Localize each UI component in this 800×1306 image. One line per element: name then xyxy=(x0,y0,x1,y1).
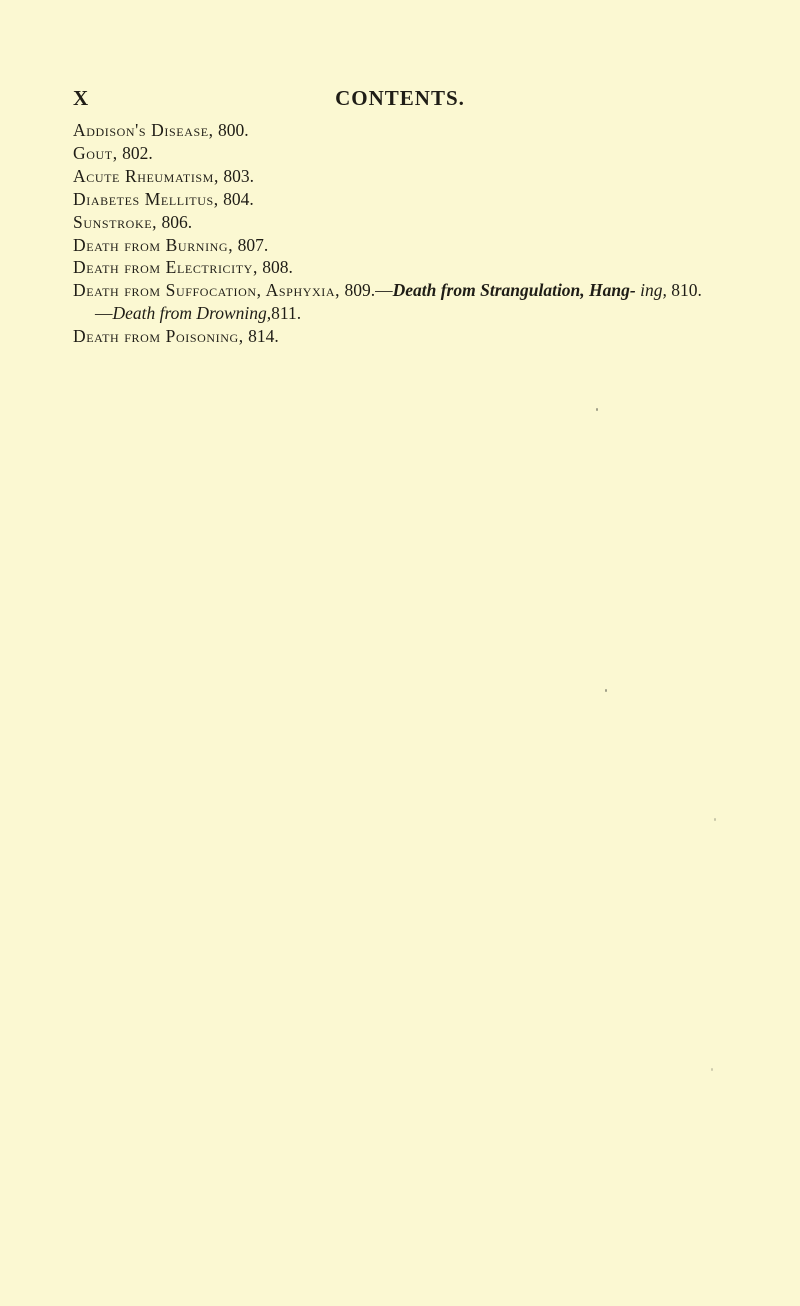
subentry-dash: — xyxy=(95,303,113,324)
entry-title: Diabetes Mellitus, xyxy=(73,188,219,209)
contents-list xyxy=(73,119,713,348)
entry-title: Sunstroke, xyxy=(73,211,158,232)
contents-entry xyxy=(73,279,713,325)
contents-entry xyxy=(73,188,713,211)
entry-page: 807. xyxy=(237,234,269,255)
entry-page: 808. xyxy=(262,257,293,278)
entry-page: 802. xyxy=(122,142,153,163)
running-head: CONTENTS. xyxy=(335,86,465,110)
contents-entry xyxy=(73,256,713,279)
paper-speck xyxy=(605,689,607,692)
contents-entry xyxy=(73,234,713,257)
entry-page: 806. xyxy=(161,211,193,232)
subentry-dash: — xyxy=(375,280,393,301)
contents-entry xyxy=(73,119,713,142)
contents-entry xyxy=(73,211,713,234)
subentry-page: 811. xyxy=(271,303,302,324)
entry-title: Death from Burning, xyxy=(73,234,234,255)
entry-title: Gout, xyxy=(73,142,118,163)
contents-entry xyxy=(73,142,713,165)
entry-page: 800. xyxy=(218,120,249,140)
paper-speck xyxy=(711,1068,713,1071)
paper-speck xyxy=(596,408,598,411)
subentry-title: Death from Strangulation, Hang- xyxy=(392,280,636,301)
contents-entry xyxy=(73,325,713,348)
entry-page: 814. xyxy=(248,326,279,347)
page-number: X xyxy=(73,86,89,110)
subentry-page: 810. xyxy=(671,280,702,301)
entry-title: Acute Rheumatism, xyxy=(73,165,219,186)
entry-page: 804. xyxy=(223,188,254,209)
paper-speck xyxy=(714,818,716,821)
entry-page: 809. xyxy=(344,280,376,301)
subentry-title: Death from Drowning, xyxy=(112,303,272,324)
entry-title: Death from Suffocation, Asphyxia, xyxy=(73,280,341,301)
entry-title: Death from Electricity, xyxy=(73,257,258,278)
subentry-title: ing, xyxy=(640,280,667,301)
entry-title: Death from Poisoning, xyxy=(73,326,244,347)
entry-page: 803. xyxy=(223,165,254,186)
entry-title: Addison's Disease, xyxy=(73,120,214,140)
contents-entry xyxy=(73,165,713,188)
